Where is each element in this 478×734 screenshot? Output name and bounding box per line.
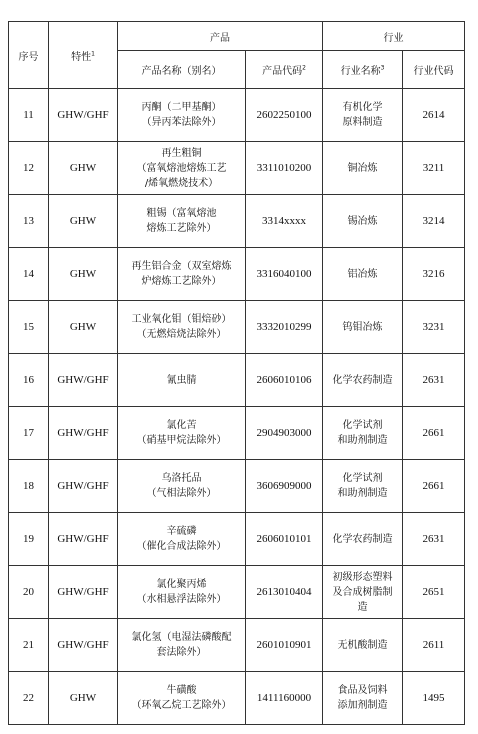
cell-industry-code: 2661	[403, 460, 465, 513]
cell-trait: GHW	[49, 195, 118, 248]
cell-product-code: 2606010106	[246, 354, 323, 407]
industry-name-line: 及合成树脂制	[332, 586, 393, 598]
cell-product-name	[118, 513, 246, 566]
table-row	[9, 460, 465, 513]
cell-product-name	[118, 89, 246, 142]
industry-name-line: 铝冶炼	[347, 268, 378, 280]
cell-industry-code: 2661	[403, 407, 465, 460]
product-name-line: （催化合成法除外）	[136, 541, 227, 552]
cell-trait: GHW/GHF	[49, 89, 118, 142]
cell-trait: GHW	[49, 301, 118, 354]
cell-seq: 22	[9, 672, 49, 725]
cell-industry-code: 2631	[403, 354, 465, 407]
cell-industry-name	[323, 566, 403, 619]
industry-name-footnote-mark: 3	[380, 64, 385, 72]
cell-industry-name	[323, 301, 403, 354]
table-body	[9, 89, 465, 725]
product-name-line: （环氧乙烷工艺除外）	[131, 700, 232, 711]
table-row	[9, 619, 465, 672]
cell-product-code: 3314xxxx	[246, 195, 323, 248]
cell-product-name	[118, 354, 246, 407]
industry-name-line: 和助剂制造	[337, 488, 388, 499]
cell-seq: 18	[9, 460, 49, 513]
cell-industry-code: 1495	[403, 672, 465, 725]
product-name-line: 粗锡（富氧熔池	[146, 208, 217, 219]
cell-product-code: 1411160000	[246, 672, 323, 725]
cell-industry-code: 2631	[403, 513, 465, 566]
cell-trait: GHW/GHF	[49, 566, 118, 619]
industry-name-line: 和助剂制造	[337, 435, 388, 446]
cell-industry-name	[323, 248, 403, 301]
header-seq: 序号	[9, 22, 49, 89]
header-trait: 特性$^1$	[49, 22, 118, 89]
product-name-line: 套法除外）	[156, 647, 207, 658]
cell-industry-code: 2614	[403, 89, 465, 142]
cell-product-code: 2601010901	[246, 619, 323, 672]
product-name-line: （水相悬浮法除外）	[136, 594, 227, 605]
cell-seq: 15	[9, 301, 49, 354]
cell-product-name	[118, 195, 246, 248]
cell-industry-name	[323, 89, 403, 142]
cell-industry-code: 2651	[403, 566, 465, 619]
product-name-line: （富氧熔池熔炼工艺	[136, 162, 227, 174]
cell-seq: 21	[9, 619, 49, 672]
cell-seq: 17	[9, 407, 49, 460]
product-name-line: 熔炼工艺除外）	[146, 223, 217, 234]
table-row	[9, 248, 465, 301]
product-table	[8, 21, 465, 725]
cell-industry-code: 3214	[403, 195, 465, 248]
cell-trait: GHW/GHF	[49, 513, 118, 566]
product-name-line: 氰虫腈	[166, 374, 197, 386]
product-name-line: （气相法除外）	[146, 488, 217, 499]
cell-product-code: 2904903000	[246, 407, 323, 460]
cell-product-name	[118, 301, 246, 354]
product-name-line: 氯化聚丙烯	[156, 579, 207, 590]
cell-trait: GHW/GHF	[49, 354, 118, 407]
cell-seq: 16	[9, 354, 49, 407]
table-row	[9, 195, 465, 248]
cell-industry-code: 2611	[403, 619, 465, 672]
industry-name-line: 有机化学	[342, 102, 383, 113]
product-name-line: 炉熔炼工艺除外）	[141, 276, 222, 287]
table-row	[9, 89, 465, 142]
cell-seq: 20	[9, 566, 49, 619]
header-industry-name: 行业名称$^3$	[323, 51, 403, 89]
industry-name-line: 化学试剂	[342, 420, 383, 431]
product-name-line: 氯化氢（电湿法磷酸配	[131, 632, 232, 643]
product-name-line: 丙酮（二甲基酮）	[141, 102, 222, 113]
table-row	[9, 566, 465, 619]
product-name-line: 再生铝合金（双室熔炼	[131, 261, 232, 272]
product-name-line: 工业氧化钼（钼焙砂）	[131, 314, 232, 325]
header-product-group: 产品	[118, 22, 323, 51]
header-industry-code: 行业代码	[403, 51, 465, 89]
table-row	[9, 513, 465, 566]
cell-product-code: 2602250100	[246, 89, 323, 142]
cell-seq: 12	[9, 142, 49, 195]
industry-name-line: 造	[357, 601, 368, 613]
cell-product-code: 3332010299	[246, 301, 323, 354]
industry-name-line: 钨钼冶炼	[342, 321, 383, 333]
cell-seq: 13	[9, 195, 49, 248]
cell-seq: 14	[9, 248, 49, 301]
cell-product-name	[118, 566, 246, 619]
cell-product-name	[118, 460, 246, 513]
product-name-line: 再生粗铜	[161, 147, 202, 159]
table-row	[9, 142, 465, 195]
cell-product-name	[118, 248, 246, 301]
cell-trait: GHW/GHF	[49, 460, 118, 513]
table-row	[9, 354, 465, 407]
product-name-line: （硝基甲烷法除外）	[136, 435, 227, 446]
cell-industry-code: 3211	[403, 142, 465, 195]
cell-product-name	[118, 407, 246, 460]
cell-industry-name	[323, 407, 403, 460]
header-product-name: 产品名称（别名）	[118, 51, 246, 89]
industry-name-line: 锡冶炼	[347, 215, 378, 227]
cell-trait: GHW/GHF	[49, 619, 118, 672]
product-name-line: （无燃焙烧法除外）	[136, 329, 227, 340]
industry-name-line: 化学农药制造	[332, 533, 393, 545]
cell-trait: GHW/GHF	[49, 407, 118, 460]
industry-name-line: 化学农药制造	[332, 374, 393, 386]
industry-name-line: 原料制造	[342, 117, 383, 128]
industry-name-line: 食品及饲料	[337, 685, 388, 696]
cell-trait: GHW	[49, 142, 118, 195]
table-row	[9, 301, 465, 354]
cell-trait: GHW	[49, 248, 118, 301]
cell-product-code: 2606010101	[246, 513, 323, 566]
cell-product-code: 3311010200	[246, 142, 323, 195]
industry-name-line: 添加剂制造	[337, 700, 388, 711]
cell-industry-name	[323, 460, 403, 513]
cell-industry-name	[323, 619, 403, 672]
cell-seq: 19	[9, 513, 49, 566]
cell-industry-code: 3231	[403, 301, 465, 354]
cell-industry-name	[323, 513, 403, 566]
cell-product-name	[118, 619, 246, 672]
industry-name-line: 初级形态塑料	[332, 571, 393, 583]
product-name-line: 氯化苦	[166, 420, 197, 431]
cell-industry-name	[323, 354, 403, 407]
cell-product-name	[118, 142, 246, 195]
product-name-line: 牛磺酸	[166, 685, 197, 696]
cell-industry-name	[323, 672, 403, 725]
product-name-line: /烯氧燃烧技术）	[144, 177, 219, 189]
trait-footnote-mark: 1	[91, 50, 95, 58]
product-code-footnote-mark: 2	[302, 64, 306, 72]
product-name-line: 乌洛托品	[161, 473, 202, 484]
header-industry-group: 行业	[323, 22, 465, 51]
cell-product-code: 3606909000	[246, 460, 323, 513]
cell-seq: 11	[9, 89, 49, 142]
header-product-code: 产品代码$^2$	[246, 51, 323, 89]
industry-name-line: 铜冶炼	[347, 162, 378, 174]
cell-trait: GHW	[49, 672, 118, 725]
cell-product-name	[118, 672, 246, 725]
product-name-line: 辛硫磷	[166, 526, 197, 537]
table-row	[9, 672, 465, 725]
cell-industry-code: 3216	[403, 248, 465, 301]
industry-name-line: 无机酸制造	[337, 639, 388, 651]
cell-product-code: 3316040100	[246, 248, 323, 301]
cell-industry-name	[323, 142, 403, 195]
table-row	[9, 407, 465, 460]
cell-industry-name	[323, 195, 403, 248]
industry-name-line: 化学试剂	[342, 473, 383, 484]
product-name-line: （异丙苯法除外）	[141, 117, 222, 128]
cell-product-code: 2613010404	[246, 566, 323, 619]
